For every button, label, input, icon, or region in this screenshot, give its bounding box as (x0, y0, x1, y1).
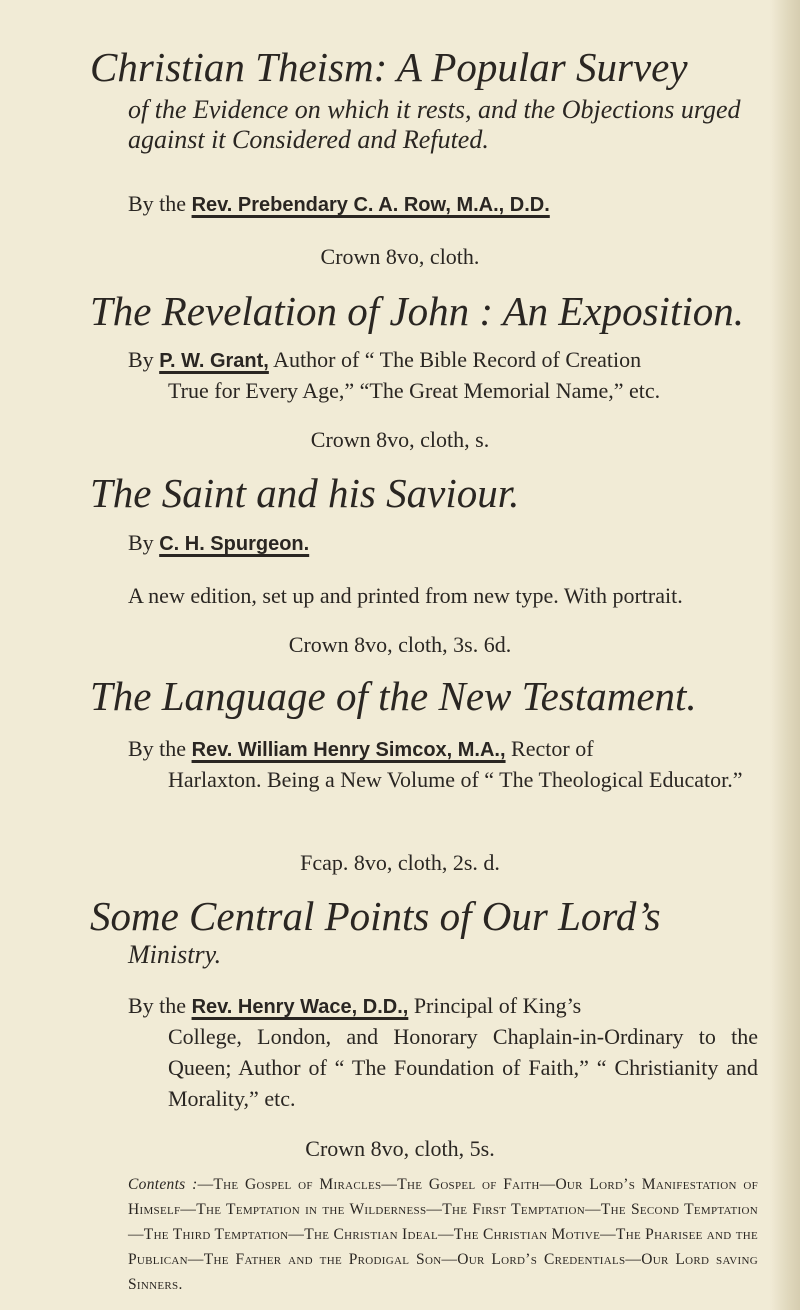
entry-4-author: Rev. William Henry Simcox, M.A., (191, 739, 506, 761)
entry-4-price: Fcap. 8vo, cloth, 2s. d. (300, 850, 500, 875)
entry-2-by-suffix: Author of “ The Bible Record of Creation (268, 347, 642, 372)
entry-3-byline (128, 527, 309, 560)
entry-2-by-prefix: By (128, 347, 160, 372)
entry-4-description: Harlaxton. Being a New Volume of “ The Theological Educator.” (168, 767, 743, 792)
contents-paragraph (128, 1172, 758, 1297)
entry-4-by-prefix: By the (128, 736, 192, 761)
contents-label: Contents : (128, 1176, 198, 1193)
entry-3-by-prefix: By (128, 530, 160, 555)
entry-5-subtitle: Ministry. (128, 940, 222, 969)
entry-2-description: True for Every Age,” “The Great Memorial Name,” etc. (168, 378, 661, 403)
entry-4-title: The Language of the New Testament. (90, 673, 697, 719)
entry-5-by-prefix: By the (128, 993, 192, 1018)
entry-1-price: Crown 8vo, cloth. (320, 244, 480, 269)
entry-2-author: P. W. Grant, (159, 350, 269, 372)
entry-1-byline (128, 188, 550, 221)
entry-1-title: Christian Theism: A Popular Survey (90, 44, 688, 90)
entry-3-title: The Saint and his Saviour. (90, 470, 520, 516)
entry-4-by-suffix: Rector of (505, 736, 594, 761)
entry-5-author: Rev. Henry Wace, D.D., (191, 996, 409, 1018)
entry-1-subtitle: of the Evidence on which it rests, and the Objections urged against it Considered and Refuted. (128, 95, 741, 154)
entry-5-price: Crown 8vo, cloth, 5s. (305, 1136, 495, 1161)
entry-2-byline (128, 344, 641, 377)
entry-2-price: Crown 8vo, cloth, s. (310, 427, 490, 452)
contents-text: —The Gospel of Miracles—The Gospel of Faith—Our Lord’s Manifestation of Himself—The Temptation in the Wilderness—The First Temptation—The Second Temptation—The Third Temptation—The Christian Ideal—The Christian Motive—The Pharisee and the Publican—The Father and the Prodigal Son—Our Lord’s Credentials—Our Lord saving Sinners. (128, 1176, 758, 1293)
entry-1-author: Rev. Prebendary C. A. Row, M.A., D.D. (191, 194, 550, 216)
entry-1-by-prefix: By the (128, 191, 192, 216)
entry-5-by-suffix: Principal of King’s (408, 993, 582, 1018)
entry-4-byline (128, 733, 594, 766)
entry-5-title: Some Central Points of Our Lord’s (90, 893, 661, 939)
entry-3-author: C. H. Spurgeon. (159, 533, 310, 555)
entry-3-price: Crown 8vo, cloth, 3s. 6d. (288, 632, 512, 657)
entry-2-title: The Revelation of John : An Exposition. (90, 288, 744, 334)
entry-5-byline (128, 990, 581, 1023)
entry-5-description: College, London, and Honorary Chaplain-in-Ordinary to the Queen; Author of “ The Foundation of Faith,” “ Christianity and Morality,” etc. (168, 1024, 758, 1111)
entry-3-description: A new edition, set up and printed from new type. With portrait. (128, 583, 683, 608)
